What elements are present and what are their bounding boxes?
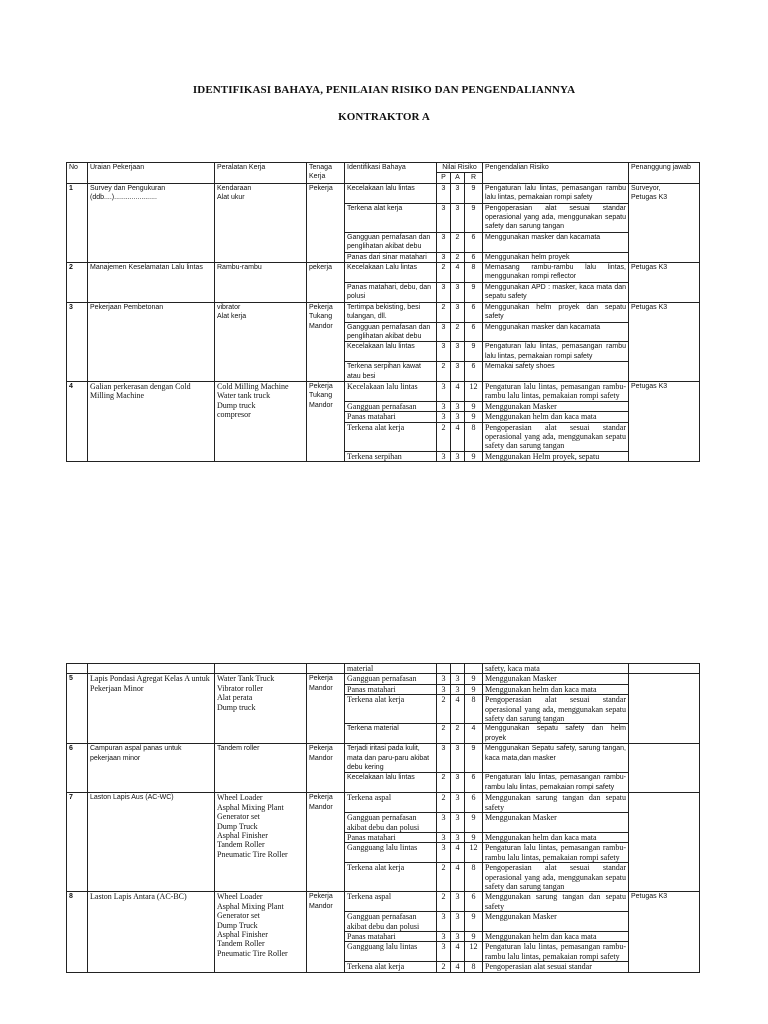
row-number: 3 [67, 302, 88, 381]
identifikasi-bahaya: Kecelakaan lalu lintas [345, 773, 437, 793]
nilai-a: 3 [451, 674, 465, 684]
peralatan-kerja: vibrator Alat kerja [215, 302, 307, 381]
table-row [67, 674, 700, 684]
nilai-a: 2 [451, 322, 465, 342]
identifikasi-bahaya: material [345, 664, 437, 674]
tenaga-kerja: Pekerja Mandor [307, 744, 345, 793]
nilai-p: 2 [437, 892, 451, 912]
uraian-pekerjaan: Lapis Pondasi Agregat Kelas A untuk Pekerjaan Minor [88, 674, 215, 744]
pengendalian-risiko: Menggunakan Masker [483, 401, 629, 411]
nilai-a [451, 664, 465, 674]
row-number: 4 [67, 381, 88, 461]
nilai-r: 6 [465, 322, 483, 342]
nilai-a: 2 [451, 252, 465, 262]
identifikasi-bahaya: Terjadi iritasi pada kulit, mata dan paru-paru akibat debu kering [345, 744, 437, 773]
nilai-r: 8 [465, 263, 483, 283]
pengendalian-risiko: Pengoperasian alat sesuai standar operasional yang ada, menggunakan sepatu safety dan sarung tangan [483, 863, 629, 892]
penanggung-jawab [629, 793, 700, 892]
identifikasi-bahaya: Terkena serpihan kawat atau besi [345, 362, 437, 382]
nilai-a: 4 [451, 381, 465, 401]
pengendalian-risiko: Pengoperasian alat sesuai standar operasional yang ada, menggunakan sepatu safety dan sarung tangan [483, 695, 629, 724]
nilai-a: 3 [451, 832, 465, 842]
nilai-r: 9 [465, 342, 483, 362]
row-number: 5 [67, 674, 88, 744]
header-pengendalian: Pengendalian Risiko [483, 163, 629, 184]
nilai-r: 9 [465, 832, 483, 842]
nilai-p: 3 [437, 931, 451, 941]
uraian-pekerjaan [88, 664, 215, 674]
nilai-p: 3 [437, 322, 451, 342]
penanggung-jawab [629, 674, 700, 744]
identifikasi-bahaya: Kecelakaan lalu lintas [345, 183, 437, 203]
nilai-r: 8 [465, 695, 483, 724]
nilai-r: 9 [465, 744, 483, 773]
pengendalian-risiko: Menggunakan masker dan kacamata [483, 232, 629, 252]
nilai-r: 6 [465, 793, 483, 813]
tenaga-kerja: Pekerja Mandor [307, 793, 345, 892]
pengendalian-risiko: Pengoperasian alat sesuai standar operasional yang ada, menggunakan sepatu safety dan sarung tangan [483, 203, 629, 232]
pengendalian-risiko: Menggunakan helm dan kaca mata [483, 931, 629, 941]
nilai-p: 2 [437, 962, 451, 972]
penanggung-jawab: Petugas K3 [629, 892, 700, 972]
pengendalian-risiko: Menggunakan Masker [483, 813, 629, 833]
pengendalian-risiko: Menggunakan helm dan kaca mata [483, 684, 629, 694]
nilai-a: 3 [451, 931, 465, 941]
uraian-pekerjaan: Campuran aspal panas untuk pekerjaan minor [88, 744, 215, 793]
risk-table-page-1 [66, 162, 700, 462]
pengendalian-risiko: Pengaturan lalu lintas, pemasangan rambu-rambu lalu lintas, pemakaian rompi safety [483, 942, 629, 962]
identifikasi-bahaya: Kecelakaan lalu lintas [345, 381, 437, 401]
tenaga-kerja: Pekerja Mandor [307, 674, 345, 744]
pengendalian-risiko: Pengaturan lalu lintas, pemasangan rambu lalu lintas, pemakaian rompi safety [483, 342, 629, 362]
nilai-p: 2 [437, 793, 451, 813]
uraian-pekerjaan: Laston Lapis Antara (AC-BC) [88, 892, 215, 972]
nilai-r: 6 [465, 252, 483, 262]
penanggung-jawab: Surveyor, Petugas K3 [629, 183, 700, 262]
pengendalian-risiko: Menggunakan sarung tangan dan sepatu safety [483, 793, 629, 813]
nilai-a: 4 [451, 695, 465, 724]
nilai-a: 4 [451, 422, 465, 451]
nilai-a: 3 [451, 342, 465, 362]
nilai-r: 9 [465, 451, 483, 461]
identifikasi-bahaya: Terkena aspal [345, 892, 437, 912]
table-row [67, 183, 700, 203]
nilai-r: 8 [465, 962, 483, 972]
nilai-a: 3 [451, 813, 465, 833]
header-a: A [451, 173, 465, 183]
peralatan-kerja: Wheel Loader Asphal Mixing Plant Generator set Dump Truck Asphal Finisher Tandem Roller Pneumatic Tire Roller [215, 793, 307, 892]
identifikasi-bahaya: Gangguan pernafasan dan penglihatan akibat debu [345, 322, 437, 342]
uraian-pekerjaan: Galian perkerasan dengan Cold Milling Machine [88, 381, 215, 461]
table-row [67, 793, 700, 813]
row-number: 2 [67, 263, 88, 303]
nilai-p: 3 [437, 342, 451, 362]
row-number: 7 [67, 793, 88, 892]
identifikasi-bahaya: Kecelakaan Lalu lintas [345, 263, 437, 283]
risk-table-page-2 [66, 663, 700, 973]
nilai-r: 6 [465, 773, 483, 793]
uraian-pekerjaan: Laston Lapis Aus (AC-WC) [88, 793, 215, 892]
nilai-a: 3 [451, 401, 465, 411]
tenaga-kerja: Pekerja Tukang Mandor [307, 302, 345, 381]
nilai-p: 2 [437, 863, 451, 892]
table-row [67, 744, 700, 773]
document-title: IDENTIFIKASI BAHAYA, PENILAIAN RISIKO DAN PENGENDALIANNYA [192, 84, 576, 96]
identifikasi-bahaya: Gangguan pernafasan akibat debu dan polusi [345, 912, 437, 932]
nilai-a: 3 [451, 302, 465, 322]
nilai-a: 4 [451, 263, 465, 283]
identifikasi-bahaya: Gangguang lalu lintas [345, 843, 437, 863]
pengendalian-risiko: safety, kaca mata [483, 664, 629, 674]
nilai-p: 3 [437, 282, 451, 302]
identifikasi-bahaya: Panas matahari [345, 931, 437, 941]
identifikasi-bahaya: Gangguan pernafasan [345, 674, 437, 684]
penanggung-jawab [629, 744, 700, 793]
pengendalian-risiko: Pengaturan lalu lintas, pemasangan rambu-rambu lalu lintas, pemakaian rompi safety [483, 843, 629, 863]
header-peralatan: Peralatan Kerja [215, 163, 307, 184]
table-row [67, 892, 700, 912]
nilai-p: 3 [437, 203, 451, 232]
peralatan-kerja [215, 664, 307, 674]
nilai-p: 3 [437, 232, 451, 252]
nilai-p: 2 [437, 773, 451, 793]
nilai-p: 3 [437, 183, 451, 203]
peralatan-kerja: Tandem roller [215, 744, 307, 793]
nilai-p: 3 [437, 451, 451, 461]
pengendalian-risiko: Pengaturan lalu lintas, pemasangan rambu-rambu lalu lintas, pemakaian rompi safety [483, 381, 629, 401]
uraian-pekerjaan: Pekerjaan Pembetonan [88, 302, 215, 381]
tenaga-kerja [307, 664, 345, 674]
pengendalian-risiko: Menggunakan helm dan kaca mata [483, 412, 629, 422]
nilai-a: 4 [451, 843, 465, 863]
nilai-r: 9 [465, 674, 483, 684]
row-number: 1 [67, 183, 88, 262]
nilai-r: 8 [465, 422, 483, 451]
identifikasi-bahaya: Panas dari sinar matahari [345, 252, 437, 262]
nilai-a: 3 [451, 362, 465, 382]
nilai-r: 9 [465, 931, 483, 941]
penanggung-jawab: Petugas K3 [629, 263, 700, 303]
pengendalian-risiko: Menggunakan helm proyek [483, 252, 629, 262]
header-penanggung: Penanggung jawab [629, 163, 700, 184]
header-nilai: Nilai Risiko [437, 163, 483, 173]
nilai-p: 2 [437, 724, 451, 744]
pengendalian-risiko: Menggunakan Sepatu safety, sarung tangan, kaca mata,dan masker [483, 744, 629, 773]
identifikasi-bahaya: Gangguang lalu lintas [345, 942, 437, 962]
tenaga-kerja: Pekerja Tukang Mandor [307, 381, 345, 461]
table-row [67, 302, 700, 322]
nilai-r: 6 [465, 302, 483, 322]
peralatan-kerja: Rambu-rambu [215, 263, 307, 303]
pengendalian-risiko: Memakai safety shoes [483, 362, 629, 382]
pengendalian-risiko: Pengaturan lalu lintas, pemasangan rambu-rambu lalu lintas, pemakaian rompi safety [483, 773, 629, 793]
nilai-p: 3 [437, 832, 451, 842]
nilai-a: 3 [451, 282, 465, 302]
identifikasi-bahaya: Terkena alat kerja [345, 422, 437, 451]
pengendalian-risiko: Pengoperasian alat sesuai standar operasional yang ada, menggunakan sepatu safety dan sarung tangan [483, 422, 629, 451]
nilai-r: 12 [465, 942, 483, 962]
nilai-a: 4 [451, 863, 465, 892]
nilai-r: 6 [465, 232, 483, 252]
tenaga-kerja: pekerja [307, 263, 345, 303]
identifikasi-bahaya: Terkena alat kerja [345, 962, 437, 972]
identifikasi-bahaya: Panas matahari [345, 832, 437, 842]
header-p: P [437, 173, 451, 183]
penanggung-jawab [629, 664, 700, 674]
nilai-r: 12 [465, 381, 483, 401]
nilai-a: 3 [451, 684, 465, 694]
nilai-a: 2 [451, 724, 465, 744]
header-no: No [67, 163, 88, 184]
nilai-r [465, 664, 483, 674]
nilai-p: 2 [437, 302, 451, 322]
nilai-p: 3 [437, 744, 451, 773]
nilai-a: 3 [451, 773, 465, 793]
nilai-p: 2 [437, 362, 451, 382]
pengendalian-risiko: Menggunakan Masker [483, 912, 629, 932]
row-number: 8 [67, 892, 88, 972]
nilai-p: 3 [437, 843, 451, 863]
header-identifikasi: Identifikasi Bahaya [345, 163, 437, 184]
identifikasi-bahaya: Gangguan pernafasan [345, 401, 437, 411]
nilai-r: 12 [465, 843, 483, 863]
nilai-r: 8 [465, 863, 483, 892]
nilai-a: 3 [451, 451, 465, 461]
nilai-r: 9 [465, 813, 483, 833]
penanggung-jawab: Petugas K3 [629, 381, 700, 461]
peralatan-kerja: Wheel Loader Asphal Mixing Plant Generator set Dump Truck Asphal Finisher Tandem Roller Pneumatic Tire Roller [215, 892, 307, 972]
nilai-a: 3 [451, 912, 465, 932]
penanggung-jawab: Petugas K3 [629, 302, 700, 381]
identifikasi-bahaya: Kecelakaan lalu lintas [345, 342, 437, 362]
identifikasi-bahaya: Panas matahari [345, 412, 437, 422]
nilai-a: 4 [451, 942, 465, 962]
pengendalian-risiko: Pengaturan lalu lintas, pemasangan rambu lalu lintas, pemakaian rompi safety [483, 183, 629, 203]
nilai-r: 9 [465, 684, 483, 694]
identifikasi-bahaya: Panas matahari, debu, dan polusi [345, 282, 437, 302]
row-number [67, 664, 88, 674]
identifikasi-bahaya: Panas matahari [345, 684, 437, 694]
nilai-p: 3 [437, 252, 451, 262]
nilai-a: 3 [451, 744, 465, 773]
nilai-r: 9 [465, 203, 483, 232]
document-subtitle: KONTRAKTOR A [338, 111, 430, 123]
identifikasi-bahaya: Terkena alat kerja [345, 863, 437, 892]
pengendalian-risiko: Menggunakan sarung tangan dan sepatu safety [483, 892, 629, 912]
nilai-r: 9 [465, 412, 483, 422]
nilai-a: 3 [451, 412, 465, 422]
nilai-r: 6 [465, 892, 483, 912]
tenaga-kerja: Pekerja Mandor [307, 892, 345, 972]
nilai-a: 4 [451, 962, 465, 972]
nilai-a: 3 [451, 793, 465, 813]
nilai-r: 9 [465, 183, 483, 203]
identifikasi-bahaya: Terkena aspal [345, 793, 437, 813]
pengendalian-risiko: Menggunakan Masker [483, 674, 629, 684]
identifikasi-bahaya: Terkena material [345, 724, 437, 744]
identifikasi-bahaya: Terkena alat kerja [345, 695, 437, 724]
nilai-p: 2 [437, 695, 451, 724]
header-r: R [465, 173, 483, 183]
nilai-p: 3 [437, 412, 451, 422]
nilai-p: 3 [437, 912, 451, 932]
nilai-p: 3 [437, 401, 451, 411]
uraian-pekerjaan: Manajemen Keselamatan Lalu lintas [88, 263, 215, 303]
nilai-p: 3 [437, 942, 451, 962]
pengendalian-risiko: Menggunakan masker dan kacamata [483, 322, 629, 342]
pengendalian-risiko: Menggunakan helm dan kaca mata [483, 832, 629, 842]
nilai-r: 9 [465, 401, 483, 411]
table-row [67, 263, 700, 283]
nilai-p: 3 [437, 684, 451, 694]
nilai-p [437, 664, 451, 674]
nilai-a: 3 [451, 203, 465, 232]
header-tenaga: Tenaga Kerja [307, 163, 345, 184]
nilai-p: 3 [437, 813, 451, 833]
peralatan-kerja: Cold Milling Machine Water tank truck Dump truck compresor [215, 381, 307, 461]
nilai-p: 3 [437, 674, 451, 684]
nilai-r: 9 [465, 912, 483, 932]
header-uraian: Uraian Pekerjaan [88, 163, 215, 184]
nilai-p: 2 [437, 263, 451, 283]
peralatan-kerja: Water Tank Truck Vibrator roller Alat perata Dump truck [215, 674, 307, 744]
pengendalian-risiko: Menggunakan APD : masker, kaca mata dan sepatu safety [483, 282, 629, 302]
tenaga-kerja: Pekerja [307, 183, 345, 262]
nilai-a: 2 [451, 232, 465, 252]
identifikasi-bahaya: Terkena alat kerja [345, 203, 437, 232]
nilai-p: 2 [437, 422, 451, 451]
pengendalian-risiko: Menggunakan sepatu safety dan helm proyek [483, 724, 629, 744]
identifikasi-bahaya: Tertimpa bekisting, besi tulangan, dll. [345, 302, 437, 322]
table-row [67, 381, 700, 401]
pengendalian-risiko: Menggunakan helm proyek dan sepatu safety [483, 302, 629, 322]
uraian-pekerjaan: Survey dan Pengukuran (ddb....)...................... [88, 183, 215, 262]
pengendalian-risiko: Pengoperasian alat sesuai standar [483, 962, 629, 972]
identifikasi-bahaya: Gangguan pernafasan akibat debu dan polusi [345, 813, 437, 833]
nilai-r: 4 [465, 724, 483, 744]
nilai-a: 3 [451, 892, 465, 912]
nilai-p: 3 [437, 381, 451, 401]
pengendalian-risiko: Memasang rambu-rambu lalu lintas, menggunakan rompi reflector [483, 263, 629, 283]
row-number: 6 [67, 744, 88, 793]
nilai-r: 9 [465, 282, 483, 302]
peralatan-kerja: Kendaraan Alat ukur [215, 183, 307, 262]
pengendalian-risiko: Menggunakan Helm proyek, sepatu [483, 451, 629, 461]
identifikasi-bahaya: Terkena serpihan [345, 451, 437, 461]
identifikasi-bahaya: Gangguan pernafasan dan penglihatan akibat debu [345, 232, 437, 252]
nilai-r: 6 [465, 362, 483, 382]
nilai-a: 3 [451, 183, 465, 203]
table-row [67, 664, 700, 674]
